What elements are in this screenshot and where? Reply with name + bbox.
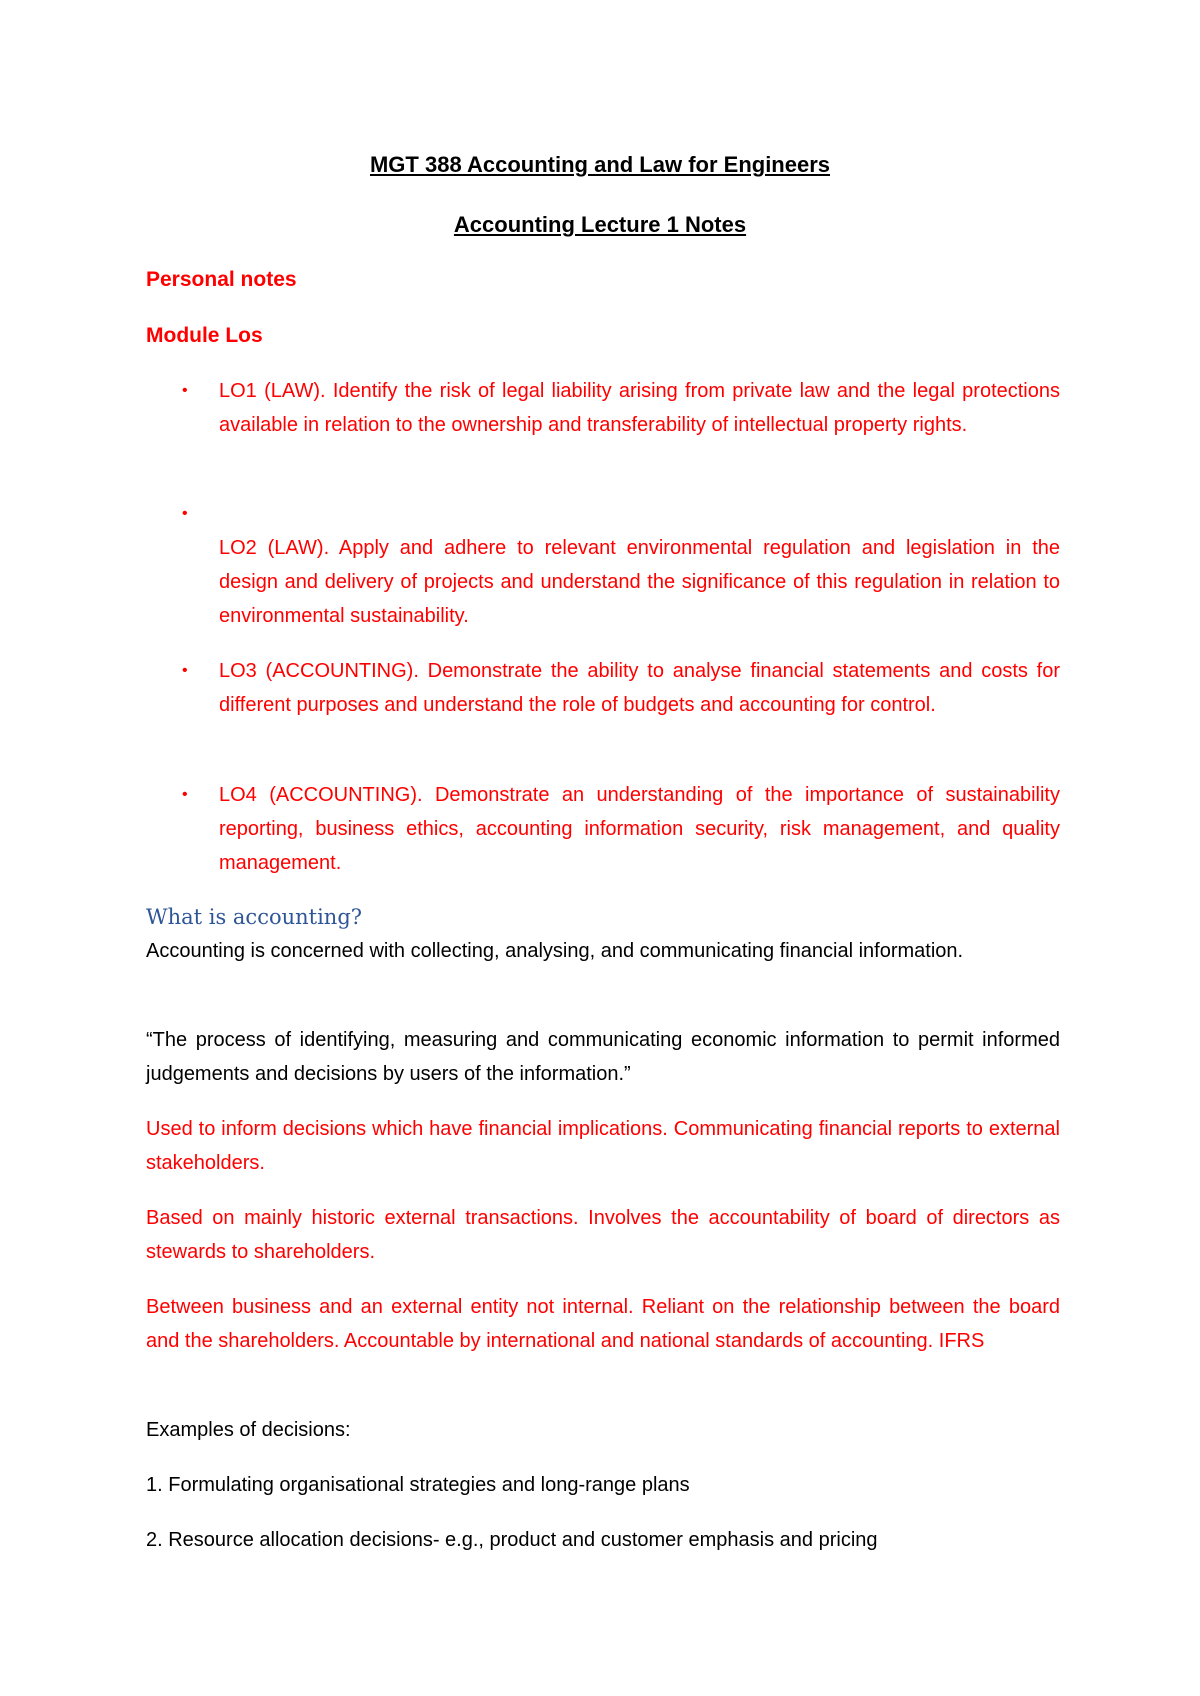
paragraph-quote: “The process of identifying, measuring and communicating economic information to permit informed judgements and decisions by users of the information.”	[146, 1029, 1060, 1085]
list-item-lo3: LO3 (ACCOUNTING). Demonstrate the ability to analyse financial statements and costs for different purposes and understand the role of budgets and accounting for control.	[219, 660, 1060, 716]
paragraph-note-historic: Based on mainly historic external transactions. Involves the accountability of board of directors as stewards to shareholders.	[146, 1207, 1060, 1263]
paragraph-examples-label: Examples of decisions:	[146, 1419, 351, 1441]
paragraph-note-external: Between business and an external entity not internal. Reliant on the relationship between the board and the shareholders. Accountable by international and national standards of accounting. IFRS	[146, 1296, 1060, 1352]
document-subtitle: Accounting Lecture 1 Notes	[453, 212, 747, 237]
bullet-lo4: •	[182, 786, 188, 803]
list-item-lo4: LO4 (ACCOUNTING). Demonstrate an understanding of the importance of sustainability reporting, business ethics, accounting information security, risk management, and quality management.	[219, 784, 1060, 874]
list-item-example-2: 2. Resource allocation decisions- e.g., product and customer emphasis and pricing	[146, 1529, 878, 1551]
list-item-example-1: 1. Formulating organisational strategies and long-range plans	[146, 1474, 690, 1496]
list-item-lo2: LO2 (LAW). Apply and adhere to relevant environmental regulation and legislation in the design and delivery of projects and understand the significance of this regulation in relation to environmental sustainability.	[219, 537, 1060, 627]
bullet-lo1: •	[182, 382, 188, 399]
section-heading-what-is-accounting: What is accounting?	[146, 905, 363, 929]
paragraph-definition: Accounting is concerned with collecting, analysing, and communicating financial information.	[146, 940, 964, 962]
bullet-lo3: •	[182, 662, 188, 679]
personal-notes-heading: Personal notes	[146, 268, 297, 291]
document-title: MGT 388 Accounting and Law for Engineers	[369, 152, 831, 177]
paragraph-note-decisions: Used to inform decisions which have financial implications. Communicating financial reports to external stakeholders.	[146, 1118, 1060, 1174]
module-los-heading: Module Los	[146, 324, 263, 347]
bullet-lo2: •	[182, 505, 188, 522]
list-item-lo1: LO1 (LAW). Identify the risk of legal liability arising from private law and the legal protections available in relation to the ownership and transferability of intellectual property rights.	[219, 380, 1060, 436]
